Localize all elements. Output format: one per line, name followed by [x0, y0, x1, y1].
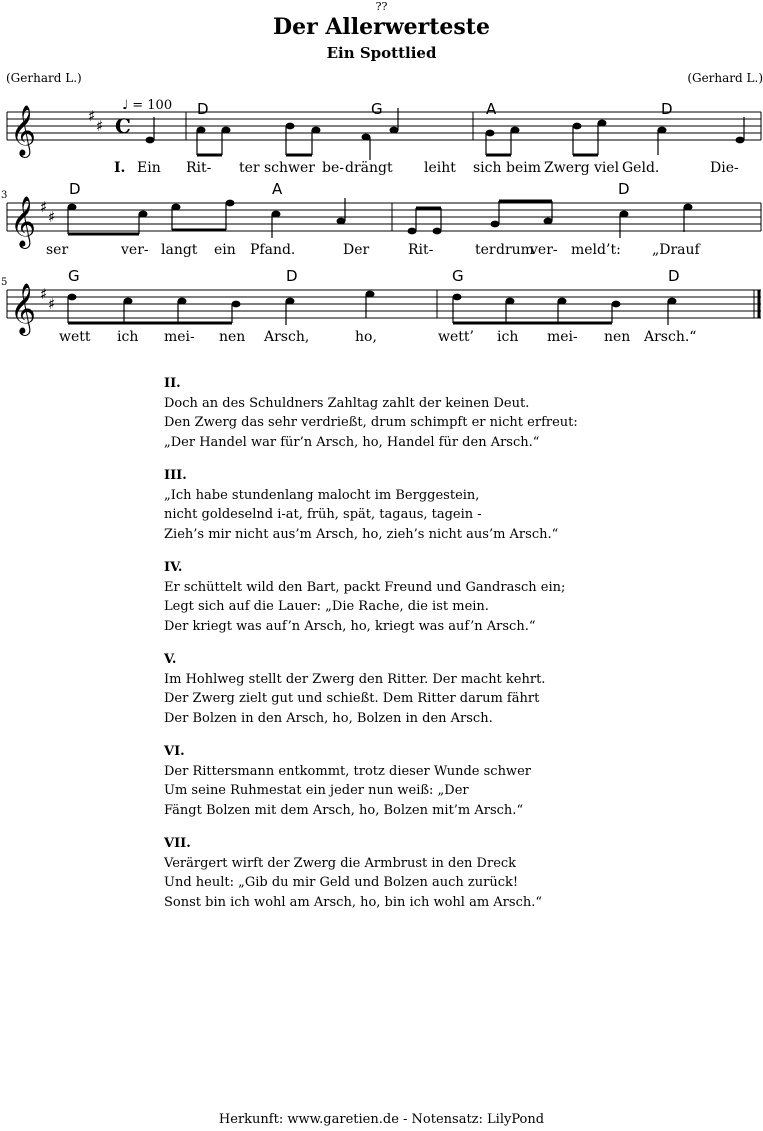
verse-number: III.: [164, 468, 187, 483]
lyric-syllable: nen: [604, 329, 631, 345]
svg-text:♯: ♯: [40, 198, 48, 216]
verse-block: [164, 466, 684, 544]
verse-line: Er schüttelt wild den Bart, packt Freund und Gandrasch ein;: [164, 579, 566, 595]
song-subtitle: Ein Spottlied: [326, 44, 437, 62]
verse-line: Der Rittersmann entkommt, trotz dieser Wunde schwer: [164, 763, 531, 779]
lyric-syllable: ser: [46, 242, 69, 258]
svg-text:♯: ♯: [40, 285, 48, 303]
svg-text:♯: ♯: [48, 295, 56, 313]
chord-symbol: D: [661, 100, 673, 118]
verse-line: Der kriegt was auf’n Arsch, ho, kriegt was auf’n Arsch.“: [164, 618, 536, 634]
lyric-syllable: viel: [594, 160, 620, 176]
verse-line: „Ich habe stundenlang malocht im Berggestein,: [164, 487, 480, 503]
chord-symbol: A: [486, 100, 497, 118]
measure-number: 5: [1, 277, 8, 288]
lyric-syllable: meld’t:: [571, 242, 621, 258]
lyric-syllable: nen: [219, 329, 246, 345]
measure-number: 3: [1, 190, 8, 201]
verse-line: nicht goldeselnd i-at, früh, spät, tagaus, tagein -: [164, 507, 482, 522]
chord-symbol: G: [371, 100, 383, 118]
verse-number: IV.: [164, 560, 183, 575]
stems-system-1: [154, 108, 744, 160]
verse-label: I.: [114, 160, 126, 176]
lyric-syllable: schwer: [264, 160, 316, 176]
verse-line: Doch an des Schuldners Zahltag zahlt der keinen Deut.: [164, 395, 530, 411]
notes-system-3: [68, 291, 677, 308]
chord-symbol: D: [668, 267, 680, 285]
music-score: [0, 0, 763, 360]
verse-block: [164, 834, 684, 912]
song-title: Der Allerwerteste: [273, 14, 490, 40]
chord-symbol: D: [69, 180, 81, 198]
verse-line: Der Bolzen in den Arsch, ho, Bolzen in den Arsch.: [164, 710, 493, 726]
chord-symbol: D: [618, 180, 630, 198]
verse-number: VI.: [164, 744, 185, 759]
composer: (Gerhard L.): [687, 71, 763, 85]
lyric-syllable: be-: [322, 160, 344, 176]
lyric-syllable: langt: [161, 242, 198, 258]
lyric-syllable: leiht: [424, 160, 456, 176]
lyric-syllable: Der: [343, 242, 370, 258]
verse-number: II.: [164, 376, 181, 391]
lyric-syllable: drängt: [345, 160, 393, 176]
lyric-syllable: ver-: [530, 242, 558, 258]
lyric-syllable: ter: [239, 160, 260, 176]
stems-system-2: [68, 198, 684, 238]
lyric-syllable: ich: [497, 329, 519, 345]
lyric-syllable: Arsch,: [264, 329, 310, 345]
verse-block: [164, 374, 684, 452]
lyric-syllable: Die-: [710, 160, 739, 176]
lyric-syllable: mei-: [547, 329, 578, 345]
chord-symbol: G: [68, 267, 80, 285]
verse-line: „Der Handel war für’n Arsch, ho, Handel für den Arsch.“: [164, 434, 540, 450]
svg-text:♯: ♯: [96, 117, 104, 135]
lyric-syllable: wett’: [438, 329, 474, 345]
svg-text:♯: ♯: [48, 208, 56, 226]
stems-system-3: [68, 294, 668, 325]
verse-line: Verärgert wirft der Zwerg die Armbrust in den Dreck: [164, 855, 517, 871]
lyric-syllable: sich: [473, 160, 502, 176]
lyric-syllable: drum: [496, 242, 534, 258]
verse-line: Zieh’s mir nicht aus’m Arsch, ho, zieh’s nicht aus’m Arsch.“: [164, 526, 559, 542]
lyric-syllable: Ein: [137, 160, 161, 176]
top-mark: ??: [375, 0, 388, 13]
lyric-syllable: beim: [506, 160, 541, 176]
time-signature: C: [115, 114, 131, 138]
chord-symbol: G: [452, 267, 464, 285]
lyric-syllable: Rit-: [186, 160, 212, 176]
verse-line: Fängt Bolzen mit dem Arsch, ho, Bolzen mit’m Arsch.“: [164, 802, 524, 818]
footer-credits: Herkunft: www.garetien.de - Notensatz: LilyPond: [218, 1112, 545, 1127]
svg-text:♯: ♯: [88, 107, 96, 125]
tempo-marking: ♩ = 100: [122, 98, 173, 113]
verse-line: Um seine Ruhmestat ein jeder nun weiß: „Der: [164, 783, 469, 798]
chord-symbol: D: [197, 100, 209, 118]
verse-number: VII.: [164, 836, 191, 851]
verse-block: [164, 650, 684, 728]
lyric-syllable: Geld.: [622, 160, 660, 176]
lyric-syllable: Pfand.: [250, 242, 296, 258]
verse-line: Der Zwerg zielt gut und schießt. Dem Ritter darum fährt: [164, 691, 540, 706]
lyric-syllable: ver-: [121, 242, 149, 258]
lyric-syllable: Rit-: [408, 242, 434, 258]
poet: (Gerhard L.): [6, 71, 82, 85]
staff-system-3: [7, 290, 761, 318]
verse-block: [164, 742, 684, 820]
verse-line: Legt sich auf die Lauer: „Die Rache, die ist mein.: [164, 599, 489, 614]
verse-line: Den Zwerg das sehr verdrießt, drum schimpft er nicht erfreut:: [164, 415, 578, 430]
staff-system-2: [7, 203, 761, 231]
lyric-syllable: mei-: [164, 329, 195, 345]
verse-number: V.: [164, 652, 177, 667]
lyric-syllable: ho,: [355, 329, 377, 345]
verse-line: Im Hohlweg stellt der Zwerg den Ritter. Der macht kehrt.: [164, 671, 546, 687]
lyric-syllable: ein: [214, 242, 236, 258]
verse-block: [164, 558, 684, 636]
lyric-syllable: Zwerg: [544, 160, 590, 176]
svg-text:𝄞: 𝄞: [10, 196, 37, 247]
svg-text:𝄞: 𝄞: [10, 283, 37, 334]
treble-clef-icon: [10, 105, 36, 336]
chord-symbol: A: [272, 180, 283, 198]
lyric-syllable: ich: [117, 329, 139, 345]
additional-verses: [164, 374, 684, 926]
lyric-syllable: ter: [475, 242, 496, 258]
chord-symbol: D: [286, 267, 298, 285]
svg-text:𝄞: 𝄞: [10, 105, 37, 156]
lyric-syllable: „Drauf: [652, 242, 700, 258]
verse-line: Und heult: „Gib du mir Geld und Bolzen auch zurück!: [164, 875, 519, 890]
verse-line: Sonst bin ich wohl am Arsch, ho, bin ich wohl am Arsch.“: [164, 894, 543, 910]
lyric-syllable: Arsch.“: [644, 329, 697, 345]
lyric-syllable: wett: [59, 329, 91, 345]
